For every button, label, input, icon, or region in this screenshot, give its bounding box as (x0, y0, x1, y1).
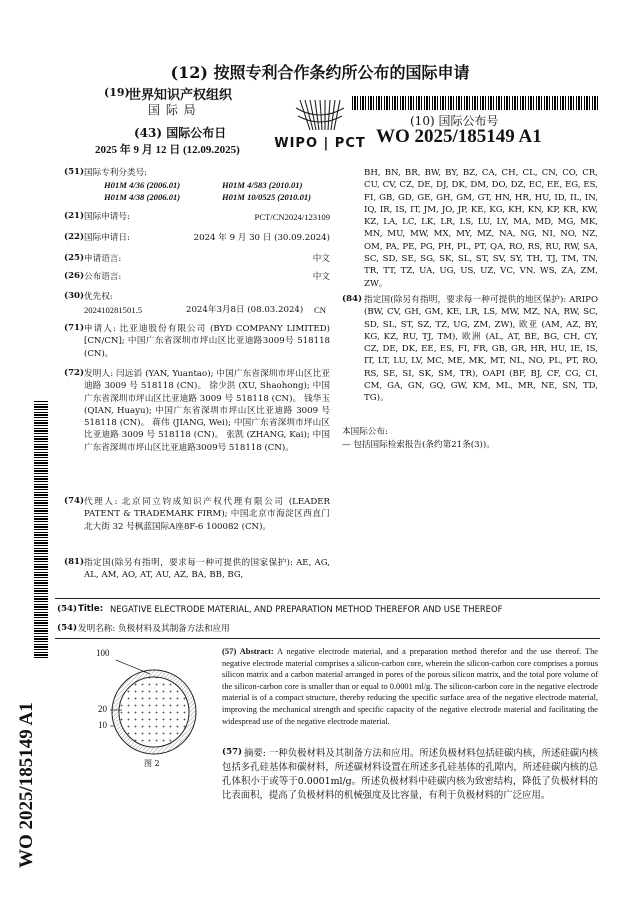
title-cn-text: 发明名称: 负极材料及其制备方法和应用 (78, 624, 230, 634)
label-20: 20 (98, 704, 107, 714)
pubdate-label: (43) 国际公布日 (134, 126, 227, 140)
divider-bottom (55, 638, 600, 639)
f25-value: 中文 (312, 254, 330, 264)
f26-value: 中文 (312, 272, 330, 282)
label-100: 100 (96, 648, 110, 658)
figure-2 (90, 646, 210, 776)
ipc-1: H01M 4/36 (2006.01) (104, 180, 181, 190)
f51-label: 国际专利分类号: (84, 168, 148, 178)
core-fill (119, 677, 189, 747)
abstract-cn-text: 摘要: 一种负极材料及其制备方法和应用。所述负极材料包括硅碳内核，所述硅碳内核包括多孔硅基体和碳材料，所述碳材料设置在所述多孔硅基体的孔隙内，所述硅碳内核的总孔体积小于或等于0.0001ml/g。所述负极材料中硅碳内核为致密结构，降低了负极材料的比表面积，提高了负极材料的机械强度及比容量，有利于负极材料的广泛应用。 (222, 748, 598, 801)
side-pubno: WO 2025/185149 A1 (16, 702, 37, 868)
title-en-num: (54) (57, 604, 78, 614)
title-en-label: Title: (78, 604, 104, 614)
published-label: 本国际公布: (342, 427, 388, 437)
title-en-text: NEGATIVE ELECTRODE MATERIAL, AND PREPARATION METHOD THEREFOR AND USE THEREOF (110, 604, 503, 614)
wipo-text: WIPO | PCT (274, 136, 366, 151)
f84-text: 指定国(除另有指明，要求每一种可提供的地区保护): ARIPO (BW, CV, GH, GM, KE, LR, LS, MW, MZ, NA, RW, SC, SD, SL, ST, SZ, TZ, UG, ZM, ZW), 欧亚 (AM, AZ, BY, KG, KZ, RU, TJ, TM), 欧洲 (AL, AT, BE, BG, CH, CY, CZ, DE, DK, EE, ES, FI, FR, GB, GR, HR, HU, IE, IS, IT, LT, LU, LV, MC, ME, MK, MT, NL, NO, PL, PT, RO, RS, SE, SI, SK, SM, TR), OAPI (BF, BJ, CF, CG, CI, CM, GA, GN, GQ, GW, KM, ML, MR, NE, SN, TD, TG)。 (364, 295, 598, 404)
main-title: (12) 按照专利合作条约所公布的国际申请 (170, 63, 470, 82)
f22-value: 2024 年 9 月 30 日 (30.09.2024) (193, 233, 330, 243)
f81-num: (81) (64, 557, 85, 567)
abstract-en-label: Abstract: (239, 647, 274, 656)
abstract-en-num: (57) (222, 646, 237, 656)
leader-100 (116, 660, 150, 674)
ipc-2: H01M 4/583 (2010.01) (222, 180, 303, 190)
f81-continued: BH, BN, BR, BW, BY, BZ, CA, CH, CL, CN, CO, CR, CU, CV, CZ, DE, DJ, DK, DM, DO, DZ, EC, EE, EG, ES, FI, GB, GD, GE, GH, GM, GT, HN, HR, HU, ID, IL, IN, IQ, IR, IS, IT, JM, JO, JP, KE, KG, KH, KN, KP, KR, KW, KZ, LA, LC, LK, LR, LS, LU, LY, MA, MD, MG, MK, MN, MU, MW, MX, MY, MZ, NA, NG, NI, NO, NZ, OM, PA, PE, PG, PH, PL, PT, QA, RO, RS, RU, RW, SA, SC, SD, SE, SG, SK, SL, ST, SV, SY, TH, TJ, TM, TN, TR, TT, TZ, UA, UG, US, UZ, VC, VN, WS, ZA, ZM, ZW。 (364, 168, 598, 289)
f72-num: (72) (64, 368, 85, 378)
figure-caption: 图 2 (144, 759, 160, 768)
f71-num: (71) (64, 323, 85, 333)
f72-text: 发明人: 闫远滔 (YAN, Yuantao); 中国广东省深圳市坪山区比亚迪路 3009 号 518118 (CN)。 徐少洪 (XU, Shaohong); 中国广东省深圳市坪山区比亚迪路 3009 号 518118 (CN)。 钱华玉 (QIAN, Huayu); 中国广东省深圳市坪山区比亚迪路 3009 号 518118 (CN)。 蒋伟 (JIANG, Wei); 中国广东省深圳市坪山区比亚迪路 3009 号 518118 (CN)。 张凯 (ZHANG, Kai); 中国广东省深圳市坪山区比亚迪路3009号 518118 (CN)。 (84, 369, 330, 453)
f26-num: (26) (64, 271, 85, 281)
f30-date: 2024年3月8日 (08.03.2024) (186, 305, 304, 315)
side-barcode (34, 400, 48, 658)
pubdate-value: 2025 年 9 月 12 日 (12.09.2025) (95, 144, 240, 156)
ipc-4: H01M 10/0525 (2010.01) (222, 192, 312, 202)
f71-text: 申请人: 比亚迪股份有限公司 (BYD COMPANY LIMITED) [CN/CN]; 中国广东省深圳市坪山区比亚迪路3009号 518118 (CN)。 (84, 324, 330, 359)
f30-country: CN (314, 305, 326, 315)
header-barcode (352, 96, 598, 110)
f81-text: 指定国(除另有指明，要求每一种可提供的国家保护): AE, AG, AL, AM, AO, AT, AU, AZ, BA, BB, BG, (84, 558, 330, 581)
f84-num: (84) (342, 294, 363, 304)
f51-num: (51) (64, 167, 85, 177)
f74-num: (74) (64, 496, 85, 506)
f22-num: (22) (64, 232, 85, 242)
f74-text: 代理人: 北京同立钧成知识产权代理有限公司 (LEADER PATENT & TRADEMARK FIRM); 中国北京市海淀区西直门北大街 32 号枫蓝国际A座8F-6 100082 (CN)。 (84, 497, 330, 532)
abstract-en-text: A negative electrode material, and a preparation method therefor and the use thereof. The negative electrode material comprises a silicon-carbon core, wherein the silicon-carbon core comprises a porous silicon matrix and a carbon material arranged in pores of the porous silicon matrix, and the total pore volume of the silicon-carbon core is smaller than or equal to 0.0001 ml/g. The silicon-carbon core in the negative electrode material is of a compact structure, thereby reducing the specific surface area of the negative electrode material, improving the mechanical strength and specific capacity of the negative electrode material and facilitating the widespread use of the negative electrode material. (222, 647, 598, 726)
org-code: (19) (104, 86, 130, 99)
published-item: — 包括国际检索报告(条约第21条(3))。 (342, 440, 495, 450)
ipc-3: H01M 4/38 (2006.01) (104, 192, 181, 202)
f21-value: PCT/CN2024/123109 (254, 212, 330, 222)
f25-num: (25) (64, 253, 85, 263)
f30-num: (30) (64, 291, 85, 301)
label-10: 10 (98, 720, 107, 730)
f21-label: 国际申请号: (84, 212, 130, 222)
f26-label: 公布语言: (84, 272, 122, 282)
abstract-en (222, 646, 598, 727)
f30-appno: 202410281501.5 (84, 305, 143, 315)
org-sub: 国 际 局 (148, 103, 197, 117)
abstract-cn-num: (57) (222, 747, 243, 757)
f25-label: 申请语言: (84, 254, 122, 264)
pubno-value: WO 2025/185149 A1 (376, 126, 542, 147)
f21-num: (21) (64, 211, 85, 221)
f30-label: 优先权: (84, 292, 113, 302)
org-name: 世界知识产权组织 (128, 88, 233, 103)
divider-top (55, 598, 600, 599)
title-cn-num: (54) (57, 623, 78, 633)
pubno-label: (10) 国际公布号 (410, 114, 499, 128)
f22-label: 国际申请日: (84, 233, 130, 243)
